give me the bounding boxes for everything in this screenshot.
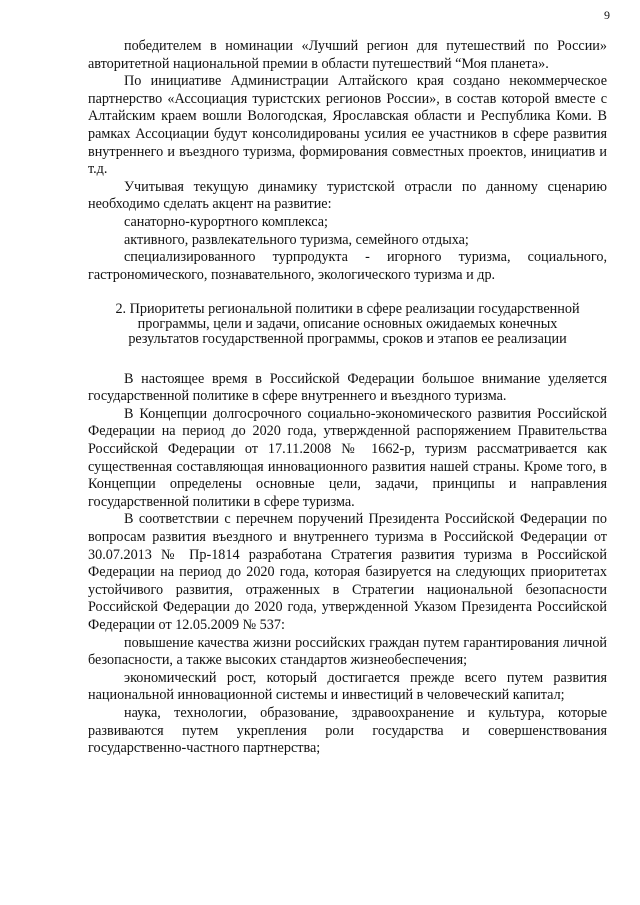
paragraph-state-attention: В настоящее время в Российской Федерации большое внимание уделяется государственной политике в сфере внутреннего и въездного туризма. bbox=[88, 370, 607, 405]
paragraph-concept-2020: В Концепции долгосрочного социально-экономического развития Российской Федерации на период до 2020 года, утвержденной распоряжением Правительства Российской Федерации от 17.11.2008 № 1662-р, туризм рассматривается как существенная составляющая инновационного развития нашей страны. Кроме того, в Концепции определены основные цели, задачи, принципы и направления государственной политики в сфере туризма. bbox=[88, 405, 607, 510]
list-item-quality-of-life: повышение качества жизни российских граждан путем гарантирования личной безопасности, а также высоких стандартов жизнеобеспечения; bbox=[88, 634, 607, 669]
list-item-active-tourism: активного, развлекательного туризма, семейного отдыха; bbox=[124, 231, 469, 248]
paragraph-association: По инициативе Администрации Алтайского края создано некоммерческое партнерство «Ассоциация туристских регионов России», в состав которой вместе с Алтайским краем вошли Вологодская, Ярославская области и Республика Коми. В рамках Ассоциации будут консолидированы усилия ее участников в сфере развития внутреннего и въездного туризма, формирования совместных проектов, инициатив и т.д. bbox=[88, 73, 607, 178]
section-heading: 2. Приоритеты региональной политики в сфере реализации государственной программы, цели и задачи, описание основных ожидаемых конечных результатов государственной программы, сроков и этапов ее реализации bbox=[115, 301, 580, 347]
page-number: 9 bbox=[604, 8, 610, 22]
list-item-economic-growth: экономический рост, который достигается прежде всего путем развития национальной инновационной системы и инвестиций в человеческий капитал; bbox=[88, 669, 607, 704]
list-item-science-culture: наука, технологии, образование, здравоохранение и культура, которые развиваются путем укрепления роли государства и совершенствования государственно-частного партнерства; bbox=[88, 704, 607, 757]
list-item-sanatorium: санаторно-курортного комплекса; bbox=[124, 213, 328, 230]
paragraph-strategy: В соответствии с перечнем поручений Президента Российской Федерации по вопросам развития въездного и внутреннего туризма в Российской Федерации от 30.07.2013 № Пр-1814 разработана Стратегия развития туризма в Российской Федерации на период до 2020 года, которая базируется на следующих приоритетах устойчивого развития, отраженных в Стратегии национальной безопасности Российской Федерации до 2020 года, утвержденной Указом Президента Российской Федерации от 12.05.2009 № 537: bbox=[88, 511, 607, 634]
list-item-specialized-product: специализированного турпродукта - игорного туризма, социального, гастрономического, познавательного, экологического туризма и др. bbox=[88, 249, 607, 283]
paragraph-focus-intro: Учитывая текущую динамику туристской отрасли по данному сценарию необходимо сделать акцент на развитие: bbox=[88, 178, 607, 213]
page-body bbox=[88, 38, 607, 758]
paragraph-award-continuation: победителем в номинации «Лучший регион для путешествий по России» авторитетной национальной премии в области путешествий “Моя планета». bbox=[88, 38, 607, 72]
